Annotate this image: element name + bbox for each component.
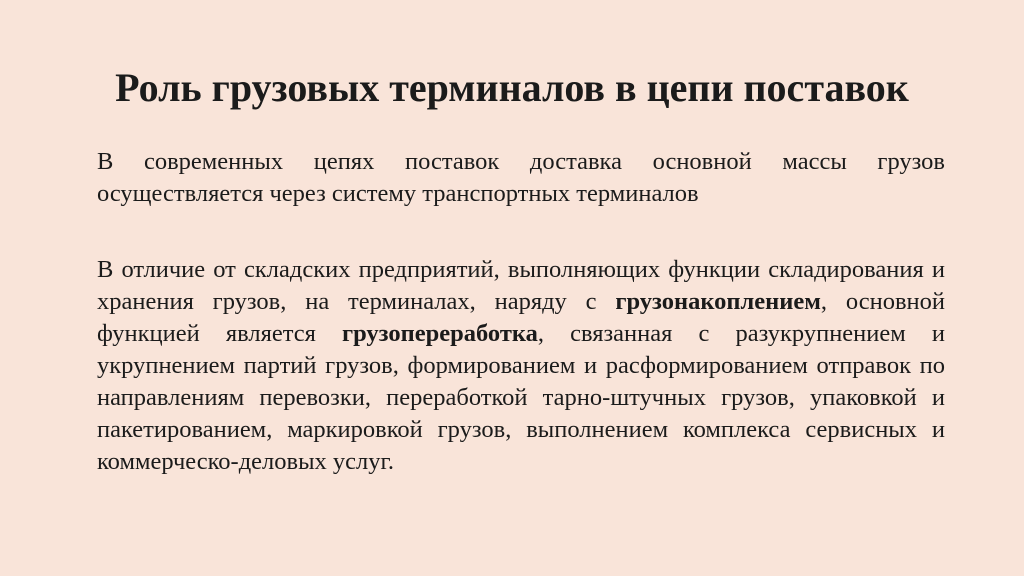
paragraph-supply-chains: В современных цепях поставок доставка основной массы грузов осуществляется через систему транспортных терминалов xyxy=(97,148,945,207)
slide-body xyxy=(97,146,945,478)
paragraph-terminal-functions xyxy=(97,254,945,478)
paragraph-middle-text: , основной функцией является xyxy=(97,288,946,347)
bold-term-processing: грузопереработка xyxy=(341,320,538,347)
paragraph-intro-text: В отличие от складских предприятий, выполняющих функции складирования и хранения грузов, на терминалах, наряду с xyxy=(97,256,945,315)
slide-title: Роль грузовых терминалов в цепи поставок xyxy=(115,65,909,110)
paragraph-rest-text: , связанная с разукрупнением и укрупнением партий грузов, формированием и расформированием отправок по направлениям перевозки, переработкой тарно-штучных грузов, упаковкой и пакетированием, маркировкой грузов, выполнением комплекса сервисных и коммерческо-деловых услуг. xyxy=(97,320,945,475)
bold-term-accumulation: грузонакоплением xyxy=(615,288,821,315)
